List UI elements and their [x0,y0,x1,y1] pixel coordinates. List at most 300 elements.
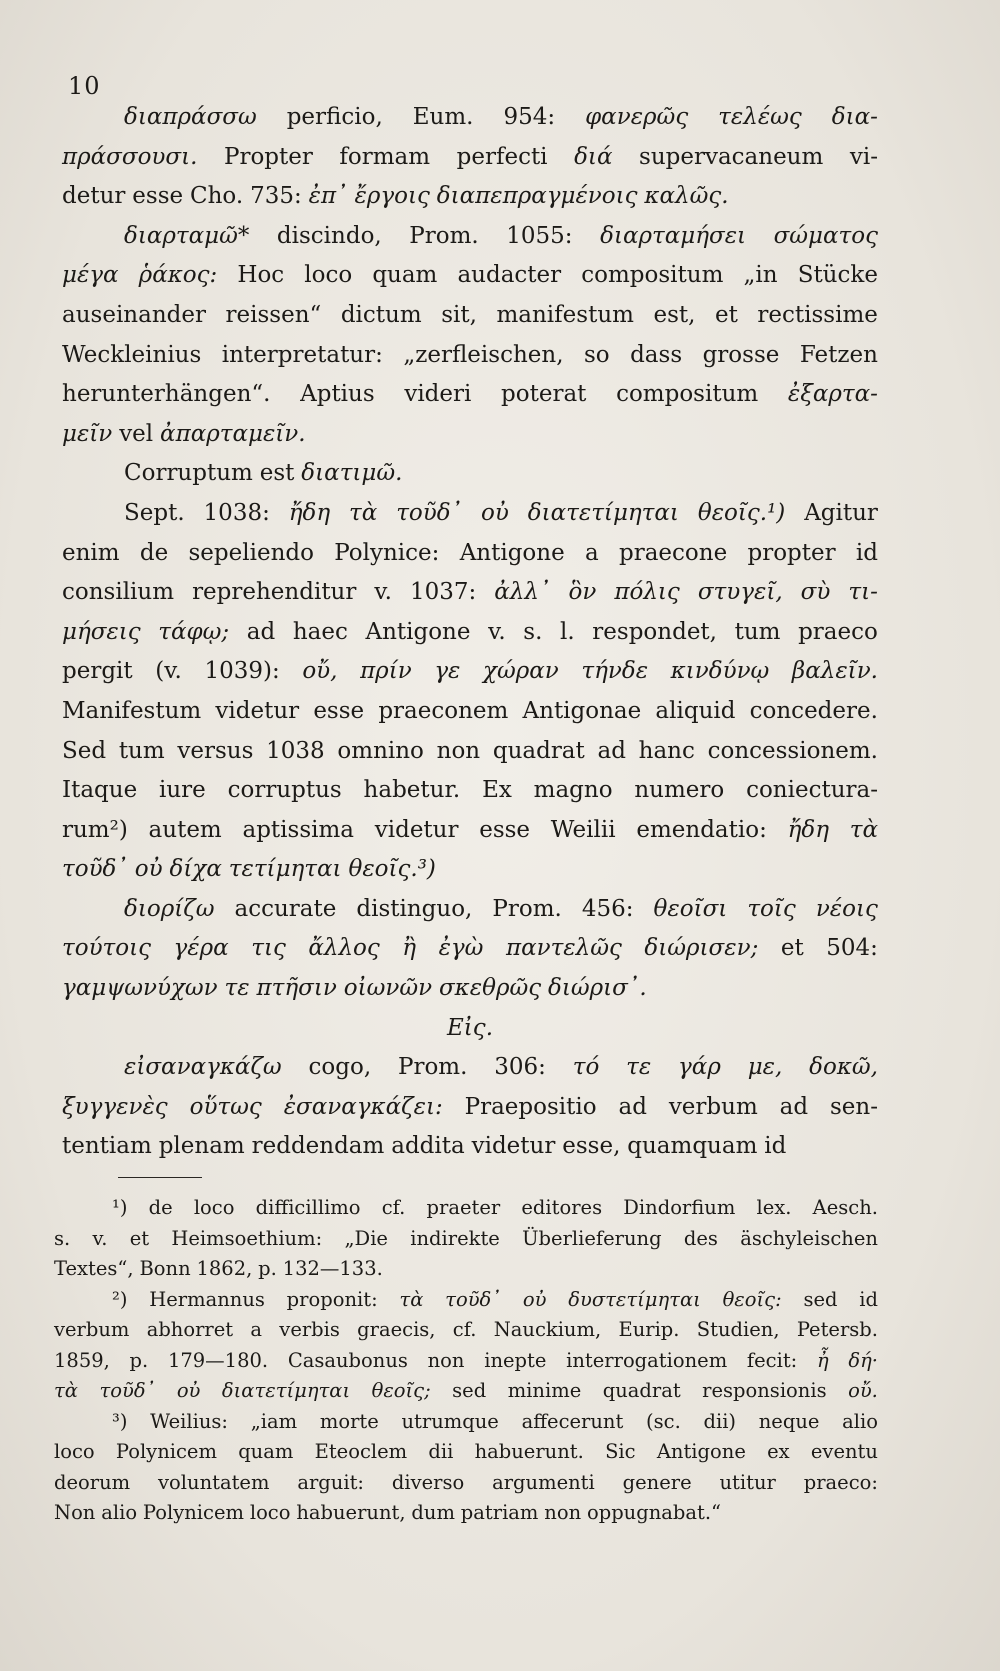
text-line [62,1094,878,1134]
word: τὰ [399,1287,424,1311]
word: habetur. [363,777,461,804]
word: reddendam [251,1133,385,1160]
word: ῥάκος: [138,262,218,289]
footnote-line [54,1318,878,1349]
word: ad [618,1093,647,1120]
word: ἢ [402,935,417,962]
word: 1055: [506,222,573,249]
word: Hoc [237,262,285,289]
word: „Die [344,1226,388,1250]
word: loco [249,1501,291,1524]
word: μεῖν [62,420,113,447]
word: οὔ, [302,658,338,685]
text-line [62,817,878,857]
word: patriam [460,1501,539,1524]
word: διαρταμῶ* [124,222,250,249]
word: σώματος [773,222,878,249]
text-line [62,619,878,659]
word: ἐγὼ [438,935,484,962]
word: 1039): [204,658,280,685]
word: „iam [250,1409,298,1433]
word: δή· [848,1348,878,1372]
word: τοῦδ᾽ [62,856,128,883]
word: καλῶς. [644,183,729,210]
footnote-line [54,1227,878,1258]
word: Cho. [190,183,244,210]
word: addita [391,1133,465,1160]
word: γε [434,658,461,685]
word: affecerunt [521,1409,624,1433]
word: σκεθρῶς [438,975,542,1002]
word: ¹) [112,1196,128,1219]
word: herunterhängen“. [62,381,271,408]
word: a [585,539,599,566]
word: hanc [638,737,695,764]
text-line [62,104,878,144]
text-line [62,856,878,896]
word: Textes“, [54,1257,134,1280]
word: Petersb. [796,1318,878,1341]
text-line [62,1054,878,1094]
word: οὐ [481,499,509,526]
word: compositum [616,381,759,408]
word: lex. [756,1196,792,1219]
word: audacter [457,262,562,289]
word: Propter [223,143,313,170]
footnote-line [54,1440,878,1471]
word: οὐ [134,856,163,883]
word: est, [653,301,696,328]
word: Antigonae [522,697,642,724]
word: de [139,539,169,566]
word: διατετίμηται [527,499,679,526]
word: quadrat [602,1379,681,1402]
word: p. [258,1257,277,1280]
word: παντελῶς [505,935,622,962]
word: (sc. [646,1409,681,1433]
word: θεοῖς; [371,1379,431,1402]
word: βαλεῖν. [791,658,878,685]
word: cogo, [308,1054,372,1081]
word: editores [521,1196,603,1219]
word: Eum. [412,104,474,130]
word: accurate [234,895,337,922]
word: sit, [441,301,477,328]
word: Studien, [696,1318,780,1341]
word: quam [238,1440,294,1463]
word: videtur [471,1133,556,1160]
word: Dindorfium [623,1196,736,1219]
word: videtur [215,697,300,724]
word: τε [224,975,250,1002]
word: 1038: [203,499,270,526]
word: τούτοις [62,935,152,962]
word: praecone [619,539,728,566]
word: σὺ [800,579,831,606]
word: tum [118,737,165,764]
word: omnino [337,737,424,764]
word: με, [747,1054,783,1081]
word: 132—133. [282,1257,383,1280]
word: autem [148,816,222,843]
word: sen- [829,1093,878,1120]
word: Ex [482,777,512,804]
word: ἐπ᾽ [308,183,348,210]
word: morte [319,1409,379,1433]
word: interrogationem [566,1348,728,1372]
footnote-rule [118,1177,202,1178]
word: πόλις [614,579,680,606]
text-line [62,698,878,738]
word: διατετίμηται [221,1379,351,1402]
word: compositum [581,262,724,289]
word: Manifestum [62,697,202,724]
word: Praepositio [464,1093,597,1120]
word: Überlieferung [522,1226,662,1250]
word: Agitur [804,499,878,526]
word: Prom. [397,1054,468,1081]
word: argumenti [492,1470,595,1494]
word: plenam [158,1133,245,1160]
word: concessionem. [707,737,878,764]
word: Antigone [365,618,471,645]
word: ad [246,618,276,645]
word: manifestum [496,301,634,328]
word: Aptius [300,381,375,408]
word: Casaubonus [287,1348,408,1372]
word: φανερῶς [585,104,689,130]
word: διαρταμήσει [600,222,747,249]
text-line [62,302,878,342]
word: non [436,737,481,764]
word: πτῆσιν [256,975,337,1002]
word: Antigone [459,539,565,566]
word: l. [560,618,575,645]
word: τι- [848,579,878,606]
word: μήσεις [62,618,141,645]
word: proponit: [286,1287,378,1311]
word: διορίζω [124,895,215,922]
word: θεοῖς: [722,1287,782,1311]
word: poterat [501,381,587,408]
word: τελέως [718,104,802,130]
word: διαπράσσω [124,104,257,130]
word: sed [803,1287,838,1311]
word: quam [372,262,438,289]
word: eventu [810,1440,878,1463]
word: εἰσαναγκάζω [124,1054,282,1081]
word: so [583,341,610,368]
text-line [62,421,878,461]
word: Polynicem [115,1440,217,1463]
word: sepeliendo [188,539,314,566]
word: Eurip. [618,1318,680,1341]
word: äschyleischen [740,1226,878,1250]
word: rum²) [62,816,128,843]
text-line [62,579,878,619]
word: δυστετίμηται [568,1287,701,1311]
word: Eteoclem [314,1440,408,1463]
word: inepte [484,1348,547,1372]
word: praeconem [378,697,509,724]
word: Prom. [492,895,562,922]
word: γέρα [173,935,229,962]
text-line [62,460,878,500]
word: „in [743,262,778,289]
word: s. [523,618,543,645]
word: vi- [849,143,878,170]
word: τοῦδ᾽ [99,1379,156,1402]
word: (v. [155,658,182,685]
word: videtur [374,816,459,843]
word: γαμψωνύχων [62,975,218,1002]
word: τε [626,1054,652,1081]
word: habuerunt. [474,1440,584,1463]
word: v. [488,618,506,645]
word: et [780,935,804,962]
word: οἰωνῶν [343,975,433,1002]
word: 306: [494,1054,546,1081]
word: πράσσουσι. [62,143,198,170]
word: et [129,1226,150,1250]
word: μέγα [62,262,119,289]
word: neque [758,1409,820,1433]
word: vel [119,420,154,447]
word: ἤδη [787,816,829,843]
word: Stücke [797,262,878,289]
text-line [62,935,878,975]
word: ad [779,1093,809,1120]
word: ex [767,1440,790,1463]
word: ἦ [816,1348,829,1372]
footnote-line [54,1288,878,1319]
word: Weilii [550,816,616,843]
word: διώρισεν; [644,935,759,962]
word: quamquam [627,1133,758,1160]
word: τοῦδ᾽ [396,499,463,526]
word: τὰ [349,499,378,526]
word: p. [129,1348,149,1372]
word: τοῖς [747,895,796,922]
word: 1862, [196,1257,253,1280]
word: verbum [668,1093,758,1120]
text-line [62,738,878,778]
word: πρίν [360,658,412,685]
word: verbis [279,1318,340,1341]
word: Polynicem [142,1501,244,1524]
word: 456: [581,895,634,922]
word: utrumque [401,1409,499,1433]
word: supervacaneum [639,143,824,170]
word: concedere. [749,697,878,724]
word: corruptus [227,777,342,804]
word: Sept. [124,499,185,526]
word: aptissima [242,816,355,843]
word: δίχα [169,856,222,883]
word: verbum [54,1318,130,1341]
footnotes [54,1196,878,1532]
word: τάφῳ; [158,618,230,645]
word: ἀλλ᾽ [494,579,551,606]
word: ἐσαναγκάζει: [283,1093,443,1120]
word: „zerfleischen, [403,341,564,368]
word: sed [452,1379,487,1402]
word: et [715,301,738,328]
word: des [683,1226,718,1250]
word: haec [292,618,348,645]
word: coniectura- [746,777,878,804]
word: δια- [831,104,878,130]
word: 1038 [266,737,325,764]
word: distinguo, [356,895,473,922]
word: τήνδε [581,658,649,685]
word: loco [304,262,353,289]
word: responsionis [702,1379,827,1402]
word: enim [62,539,120,566]
word: discindo, [276,222,382,249]
word: cf. [452,1318,477,1341]
word: grosse [702,341,780,368]
word: arguit: [297,1470,364,1494]
page-number: 10 [68,72,101,100]
word: videri [404,381,472,408]
word: Prom. [409,222,479,249]
word: 179—180. [167,1348,269,1372]
word: diverso [391,1470,465,1494]
text-line [62,381,878,421]
word: magno [533,777,613,804]
word: consilium [62,579,175,606]
word: θεοῖς.¹) [697,499,786,526]
word: 954: [503,104,556,130]
word: dictum [340,301,422,328]
word: Corruptum [124,460,253,487]
word: esse [313,697,365,724]
word: Polynice: [334,539,440,566]
word: οὕτως [189,1093,262,1120]
word: τετίμηται [228,856,342,883]
word: voluntatem [158,1470,270,1494]
text-line [62,183,878,223]
word: κινδύνῳ [670,658,770,685]
word: esse [479,816,531,843]
word: praeco [798,618,878,645]
word: τὰ [849,816,878,843]
footnote-line [54,1471,878,1502]
word: esse, [562,1133,621,1160]
word: deorum [54,1470,131,1494]
word: a [250,1318,263,1341]
word: propter [747,539,836,566]
word: τοῦδ᾽ [445,1287,502,1311]
word: διώρισ᾽. [548,975,647,1002]
word: v. [92,1226,108,1250]
word: Aesch. [812,1196,878,1219]
word: s. [54,1226,71,1250]
word: στυγεῖ, [697,579,783,606]
word: difficillimo [255,1196,361,1219]
word: ἤδη [288,499,331,526]
footnote-line [54,1501,878,1532]
word: aliquid [655,697,736,724]
word: Non [54,1501,96,1524]
word: minime [507,1379,582,1402]
word: versus [177,737,254,764]
word: dum [411,1501,455,1524]
word: Bonn [139,1257,191,1280]
word: τό [572,1054,600,1081]
word: praeco: [803,1470,878,1494]
text-line [62,144,878,184]
word: est [259,460,295,487]
word: perfecti [456,143,548,170]
word: oppugnabat.“ [586,1501,722,1524]
word: δοκῶ, [809,1054,878,1081]
footnote-line [54,1379,878,1410]
word: Weckleinius [62,341,202,368]
word: non [544,1501,582,1524]
word: detur [62,183,126,210]
word: auseinander [62,301,206,328]
word: fecit: [746,1348,798,1372]
word: utitur [719,1470,776,1494]
word: χώραν [483,658,559,685]
word: ἐξαρτα- [787,381,878,408]
word: praeter [426,1196,501,1219]
word: ad [597,737,626,764]
word: formam [339,143,431,170]
footnote-line [54,1196,878,1227]
word: alio [842,1409,878,1433]
word: iure [159,777,206,804]
word: τὰ [54,1379,78,1402]
word: ἀπαρταμεῖν. [160,420,306,447]
word: Heimsoethium: [171,1226,323,1250]
text-line [62,975,878,1015]
word: quadrat [492,737,585,764]
word: alio [101,1501,138,1524]
footnote-line [54,1257,878,1288]
word: τις [251,935,286,962]
section-heading: Εἰς. [447,1014,493,1041]
word: 1859, [54,1348,110,1372]
word: 1037: [409,579,477,606]
word: Sic [605,1440,636,1463]
word: de [148,1196,173,1219]
word: esse [132,183,184,210]
word: διά [574,143,613,170]
word: cf. [381,1196,406,1219]
word: graecis, [357,1318,436,1341]
word: tum [734,618,781,645]
word: ἔργοις [354,183,430,210]
word: Antigone [656,1440,746,1463]
word: loco [54,1440,95,1463]
text-line [62,896,878,936]
word: οὐ [176,1379,201,1402]
word: v. [374,579,392,606]
word: ὃν [568,579,597,606]
text-line [62,658,878,698]
word: Itaque [62,777,138,804]
word: id [859,1287,878,1311]
text-line [62,540,878,580]
word: ξυγγενὲς [62,1093,168,1120]
word: abhorret [146,1318,234,1341]
word: tentiam [62,1133,152,1160]
text-line [62,342,878,382]
word: θεοῖς.³) [348,856,436,883]
